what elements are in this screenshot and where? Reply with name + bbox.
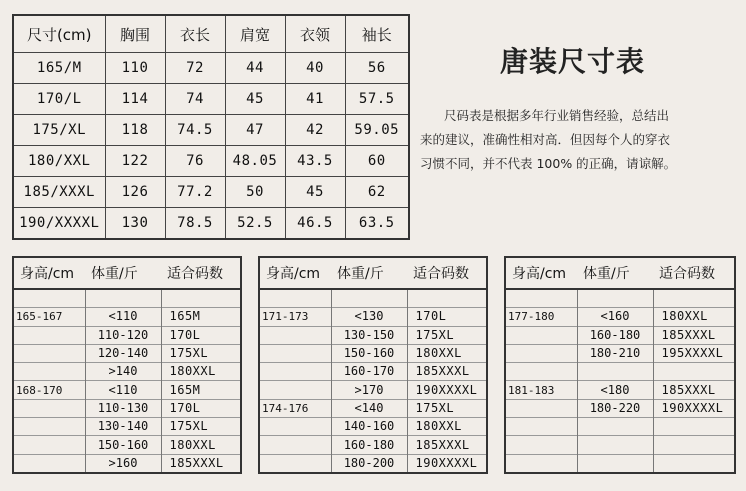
weight-cell: 160-180 [577, 326, 653, 344]
table-row [13, 344, 241, 362]
table-row [13, 308, 241, 326]
weight-cell: <110 [85, 381, 161, 399]
weight-cell: 150-160 [331, 344, 407, 362]
height-cell [259, 363, 331, 381]
header-shoulder: 肩宽 [225, 15, 285, 53]
size-cell: 175XL [161, 344, 241, 362]
weight-cell: >170 [331, 381, 407, 399]
weight-cell: <110 [85, 308, 161, 326]
table-cell: 180/XXL [13, 146, 105, 177]
table-cell: 72 [165, 53, 225, 84]
height-cell [505, 344, 577, 362]
table-row [505, 308, 735, 326]
size-cell: 175XL [407, 326, 487, 344]
table-row [259, 344, 487, 362]
header-sleeve: 袖长 [345, 15, 409, 53]
table-cell: 126 [105, 177, 165, 208]
table-cell: 62 [345, 177, 409, 208]
header-height: 身高/cm [259, 257, 331, 289]
height-cell [13, 454, 85, 473]
size-cell [653, 418, 735, 436]
table-cell: 130 [105, 208, 165, 240]
size-cell [653, 454, 735, 473]
table-cell: 114 [105, 84, 165, 115]
weight-table-header-row [505, 257, 735, 289]
table-cell: 63.5 [345, 208, 409, 240]
table-cell: 52.5 [225, 208, 285, 240]
table-cell: 40 [285, 53, 345, 84]
height-cell [13, 418, 85, 436]
height-cell [13, 326, 85, 344]
size-cell: 190XXXXL [407, 381, 487, 399]
table-cell: 76 [165, 146, 225, 177]
table-cell: 170/L [13, 84, 105, 115]
header-fit-size: 适合码数 [653, 257, 735, 289]
height-cell [259, 344, 331, 362]
header-height: 身高/cm [13, 257, 85, 289]
table-row [13, 146, 409, 177]
table-cell: 122 [105, 146, 165, 177]
size-cell: 180XXL [407, 418, 487, 436]
height-cell [505, 399, 577, 417]
weight-cell [577, 454, 653, 473]
height-cell [505, 454, 577, 473]
height-cell [13, 399, 85, 417]
weight-cell [85, 289, 161, 308]
weight-cell: 130-150 [331, 326, 407, 344]
size-cell: 185XXXL [407, 436, 487, 454]
table-row [505, 289, 735, 308]
table-row [13, 53, 409, 84]
weight-cell: <180 [577, 381, 653, 399]
table-row [505, 454, 735, 473]
table-cell: 41 [285, 84, 345, 115]
weight-cell: 110-120 [85, 326, 161, 344]
weight-cell [577, 363, 653, 381]
weight-table-2 [258, 256, 488, 474]
table-cell: 45 [285, 177, 345, 208]
table-cell: 59.05 [345, 115, 409, 146]
size-cell: 185XXXL [653, 381, 735, 399]
table-row [13, 84, 409, 115]
size-cell [653, 363, 735, 381]
table-cell: 46.5 [285, 208, 345, 240]
table-cell: 110 [105, 53, 165, 84]
weight-cell: <130 [331, 308, 407, 326]
page-title: 唐装尺寸表 [500, 45, 646, 78]
header-length: 衣长 [165, 15, 225, 53]
size-cell: 185XXXL [161, 454, 241, 473]
table-cell: 43.5 [285, 146, 345, 177]
header-chest: 胸围 [105, 15, 165, 53]
header-fit-size: 适合码数 [407, 257, 487, 289]
size-cell [653, 436, 735, 454]
weight-cell [577, 289, 653, 308]
height-cell: 171-173 [259, 308, 331, 326]
size-cell: 190XXXXL [653, 399, 735, 417]
size-cell: 185XXXL [653, 326, 735, 344]
table-row [505, 363, 735, 381]
size-cell: 165M [161, 381, 241, 399]
weight-cell [577, 418, 653, 436]
table-row [505, 326, 735, 344]
height-cell [505, 326, 577, 344]
height-cell [259, 326, 331, 344]
table-row [13, 208, 409, 240]
weight-cell: 140-160 [331, 418, 407, 436]
weight-cell [577, 436, 653, 454]
height-cell: 177-180 [505, 308, 577, 326]
table-cell: 47 [225, 115, 285, 146]
size-cell: 175XL [407, 399, 487, 417]
table-cell: 60 [345, 146, 409, 177]
table-row [505, 344, 735, 362]
weight-cell: 160-180 [331, 436, 407, 454]
height-cell: 165-167 [13, 308, 85, 326]
weight-table-3 [504, 256, 736, 474]
size-cell: 170L [407, 308, 487, 326]
height-cell [13, 344, 85, 362]
table-row [259, 418, 487, 436]
size-cell: 180XXL [653, 308, 735, 326]
table-row [13, 381, 241, 399]
table-cell: 50 [225, 177, 285, 208]
size-cell [161, 289, 241, 308]
weight-table-1 [12, 256, 242, 474]
table-row [13, 115, 409, 146]
table-cell: 185/XXXL [13, 177, 105, 208]
table-row [259, 399, 487, 417]
height-cell [505, 418, 577, 436]
table-cell: 42 [285, 115, 345, 146]
size-note [420, 104, 730, 176]
height-cell [13, 363, 85, 381]
weight-cell: <140 [331, 399, 407, 417]
table-row [13, 436, 241, 454]
table-row [505, 399, 735, 417]
weight-cell: 180-210 [577, 344, 653, 362]
weight-cell: >140 [85, 363, 161, 381]
table-cell: 45 [225, 84, 285, 115]
weight-table-header-row [259, 257, 487, 289]
weight-cell: 180-220 [577, 399, 653, 417]
table-row [13, 399, 241, 417]
table-cell: 44 [225, 53, 285, 84]
weight-cell: <160 [577, 308, 653, 326]
table-cell: 74.5 [165, 115, 225, 146]
height-cell [259, 436, 331, 454]
weight-cell: 180-200 [331, 454, 407, 473]
header-weight: 体重/斤 [85, 257, 161, 289]
table-row [259, 289, 487, 308]
weight-cell: 120-140 [85, 344, 161, 362]
table-row [259, 381, 487, 399]
table-cell: 175/XL [13, 115, 105, 146]
table-row [13, 418, 241, 436]
table-row [259, 308, 487, 326]
height-cell [13, 289, 85, 308]
table-cell: 165/M [13, 53, 105, 84]
note-line: 尺码表是根据多年行业销售经验，总结出 [444, 108, 670, 123]
table-row [13, 177, 409, 208]
table-row [13, 326, 241, 344]
size-cell [653, 289, 735, 308]
table-row [505, 436, 735, 454]
header-collar: 衣领 [285, 15, 345, 53]
table-cell: 74 [165, 84, 225, 115]
size-cell: 195XXXXL [653, 344, 735, 362]
weight-cell: 160-170 [331, 363, 407, 381]
header-weight: 体重/斤 [577, 257, 653, 289]
weight-cell: 110-130 [85, 399, 161, 417]
height-cell: 168-170 [13, 381, 85, 399]
table-cell: 77.2 [165, 177, 225, 208]
header-size: 尺寸(cm) [13, 15, 105, 53]
size-cell: 170L [161, 326, 241, 344]
size-cell: 175XL [161, 418, 241, 436]
table-cell: 57.5 [345, 84, 409, 115]
size-cell: 170L [161, 399, 241, 417]
table-row [13, 363, 241, 381]
table-row [259, 326, 487, 344]
weight-cell: >160 [85, 454, 161, 473]
height-cell [13, 436, 85, 454]
height-cell [259, 289, 331, 308]
table-row [13, 454, 241, 473]
size-cell: 190XXXXL [407, 454, 487, 473]
height-cell [505, 289, 577, 308]
size-cell: 180XXL [161, 436, 241, 454]
weight-cell: 150-160 [85, 436, 161, 454]
table-row [259, 454, 487, 473]
table-row [505, 418, 735, 436]
weight-cell: 130-140 [85, 418, 161, 436]
header-weight: 体重/斤 [331, 257, 407, 289]
table-cell: 56 [345, 53, 409, 84]
header-height: 身高/cm [505, 257, 577, 289]
height-cell [259, 381, 331, 399]
height-cell: 174-176 [259, 399, 331, 417]
height-cell [259, 418, 331, 436]
height-cell [259, 454, 331, 473]
height-cell [505, 363, 577, 381]
weight-cell [331, 289, 407, 308]
table-row [505, 381, 735, 399]
size-cell [407, 289, 487, 308]
size-table [12, 14, 410, 240]
table-row [259, 363, 487, 381]
size-table-header-row [13, 15, 409, 53]
header-fit-size: 适合码数 [161, 257, 241, 289]
table-row [259, 436, 487, 454]
height-cell: 181-183 [505, 381, 577, 399]
size-cell: 180XXL [407, 344, 487, 362]
note-line: 来的建议，准确性相对高．但因每个人的穿衣 [420, 132, 671, 147]
size-cell: 180XXL [161, 363, 241, 381]
table-cell: 48.05 [225, 146, 285, 177]
note-line: 习惯不同，并不代表 100% 的正确，请谅解。 [420, 156, 677, 171]
table-cell: 78.5 [165, 208, 225, 240]
table-cell: 190/XXXXL [13, 208, 105, 240]
table-cell: 118 [105, 115, 165, 146]
size-cell: 185XXXL [407, 363, 487, 381]
table-row [13, 289, 241, 308]
size-cell: 165M [161, 308, 241, 326]
height-cell [505, 436, 577, 454]
weight-table-header-row [13, 257, 241, 289]
